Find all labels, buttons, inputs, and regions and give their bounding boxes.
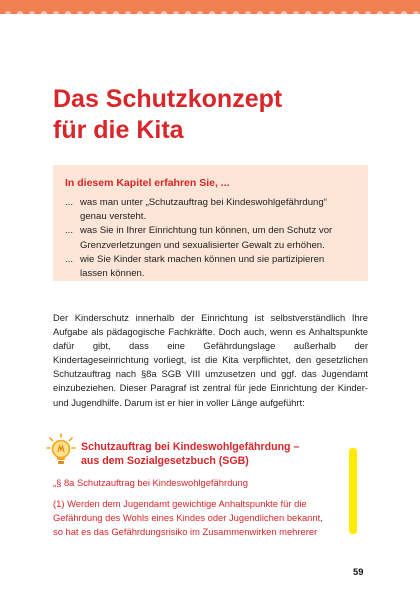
item-line: was man unter „Schutzauftrag bei Kindeswohlgefährdung“ (80, 197, 327, 208)
ellipsis-marker: ... (65, 197, 73, 208)
chapter-title-line: für die Kita (53, 116, 184, 144)
ellipsis-marker: ... (65, 225, 73, 237)
chapter-overview-item (65, 253, 356, 281)
chapter-overview-heading: In diesem Kapitel erfahren Sie, ... (65, 177, 230, 189)
chapter-overview-item (65, 196, 356, 224)
law-title-line: aus dem Sozialgesetzbuch (SGB) (81, 455, 249, 467)
chapter-overview-box (53, 165, 368, 281)
item-line: lassen können. (80, 268, 145, 280)
chapter-overview-item (65, 224, 356, 252)
highlighter-mark (349, 448, 357, 534)
chapter-title (53, 84, 383, 146)
law-text-line: Gefährdung des Wohls eines Kindes oder Jugendlichen bekannt, (53, 512, 323, 524)
item-line: was Sie in Ihrer Einrichtung tun können, um den Schutz vor (80, 225, 333, 237)
law-text (53, 497, 368, 540)
lightbulb-icon (46, 433, 76, 467)
ellipsis-marker: ... (65, 253, 73, 265)
decorative-top-band (0, 0, 420, 14)
law-text-line: (1) Werden dem Jugendamt gewichtige Anhaltspunkte für die (53, 498, 307, 509)
law-paragraph-reference: „§ 8a Schutzauftrag bei Kindeswohlgefährdung (53, 477, 248, 488)
page-number: 59 (353, 566, 364, 577)
law-text-line: so hat es das Gefährdungsrisiko im Zusammenwirken mehrerer (53, 526, 318, 538)
law-box-title (81, 440, 351, 468)
item-line: Grenzverletzungen und sexualisierter Gewalt zu erhöhen. (80, 239, 325, 251)
item-line: wie Sie Kinder stark machen können und sie partizipieren (80, 253, 325, 265)
law-title-line: Schutzauftrag bei Kindeswohlgefährdung – (81, 441, 300, 453)
item-line: genau versteht. (80, 211, 147, 223)
body-paragraph: Der Kinderschutz innerhalb der Einrichtung ist selbstverständlich Ihre Aufgabe als pädagogische Fachkräfte. Doch auch, wenn es Anhaltspunkte dafür gibt, dass eine Gefährdungslage außerhalb der Kindertageseinrichtung vorliegt, ist die Kita verpflichtet, den gesetzlichen Schutzauftrag nach §8a SGB VIII umzusetzen und ggf. das Jugendamt einzubeziehen. Dieser Paragraf ist zentral für jede Einrichtung der Kinder- und Jugendhilfe. Darum ist er hier in voller Länge aufgeführt: (53, 312, 368, 408)
scalloped-edge (0, 0, 420, 14)
chapter-title-line: Das Schutzkonzept (53, 85, 283, 113)
